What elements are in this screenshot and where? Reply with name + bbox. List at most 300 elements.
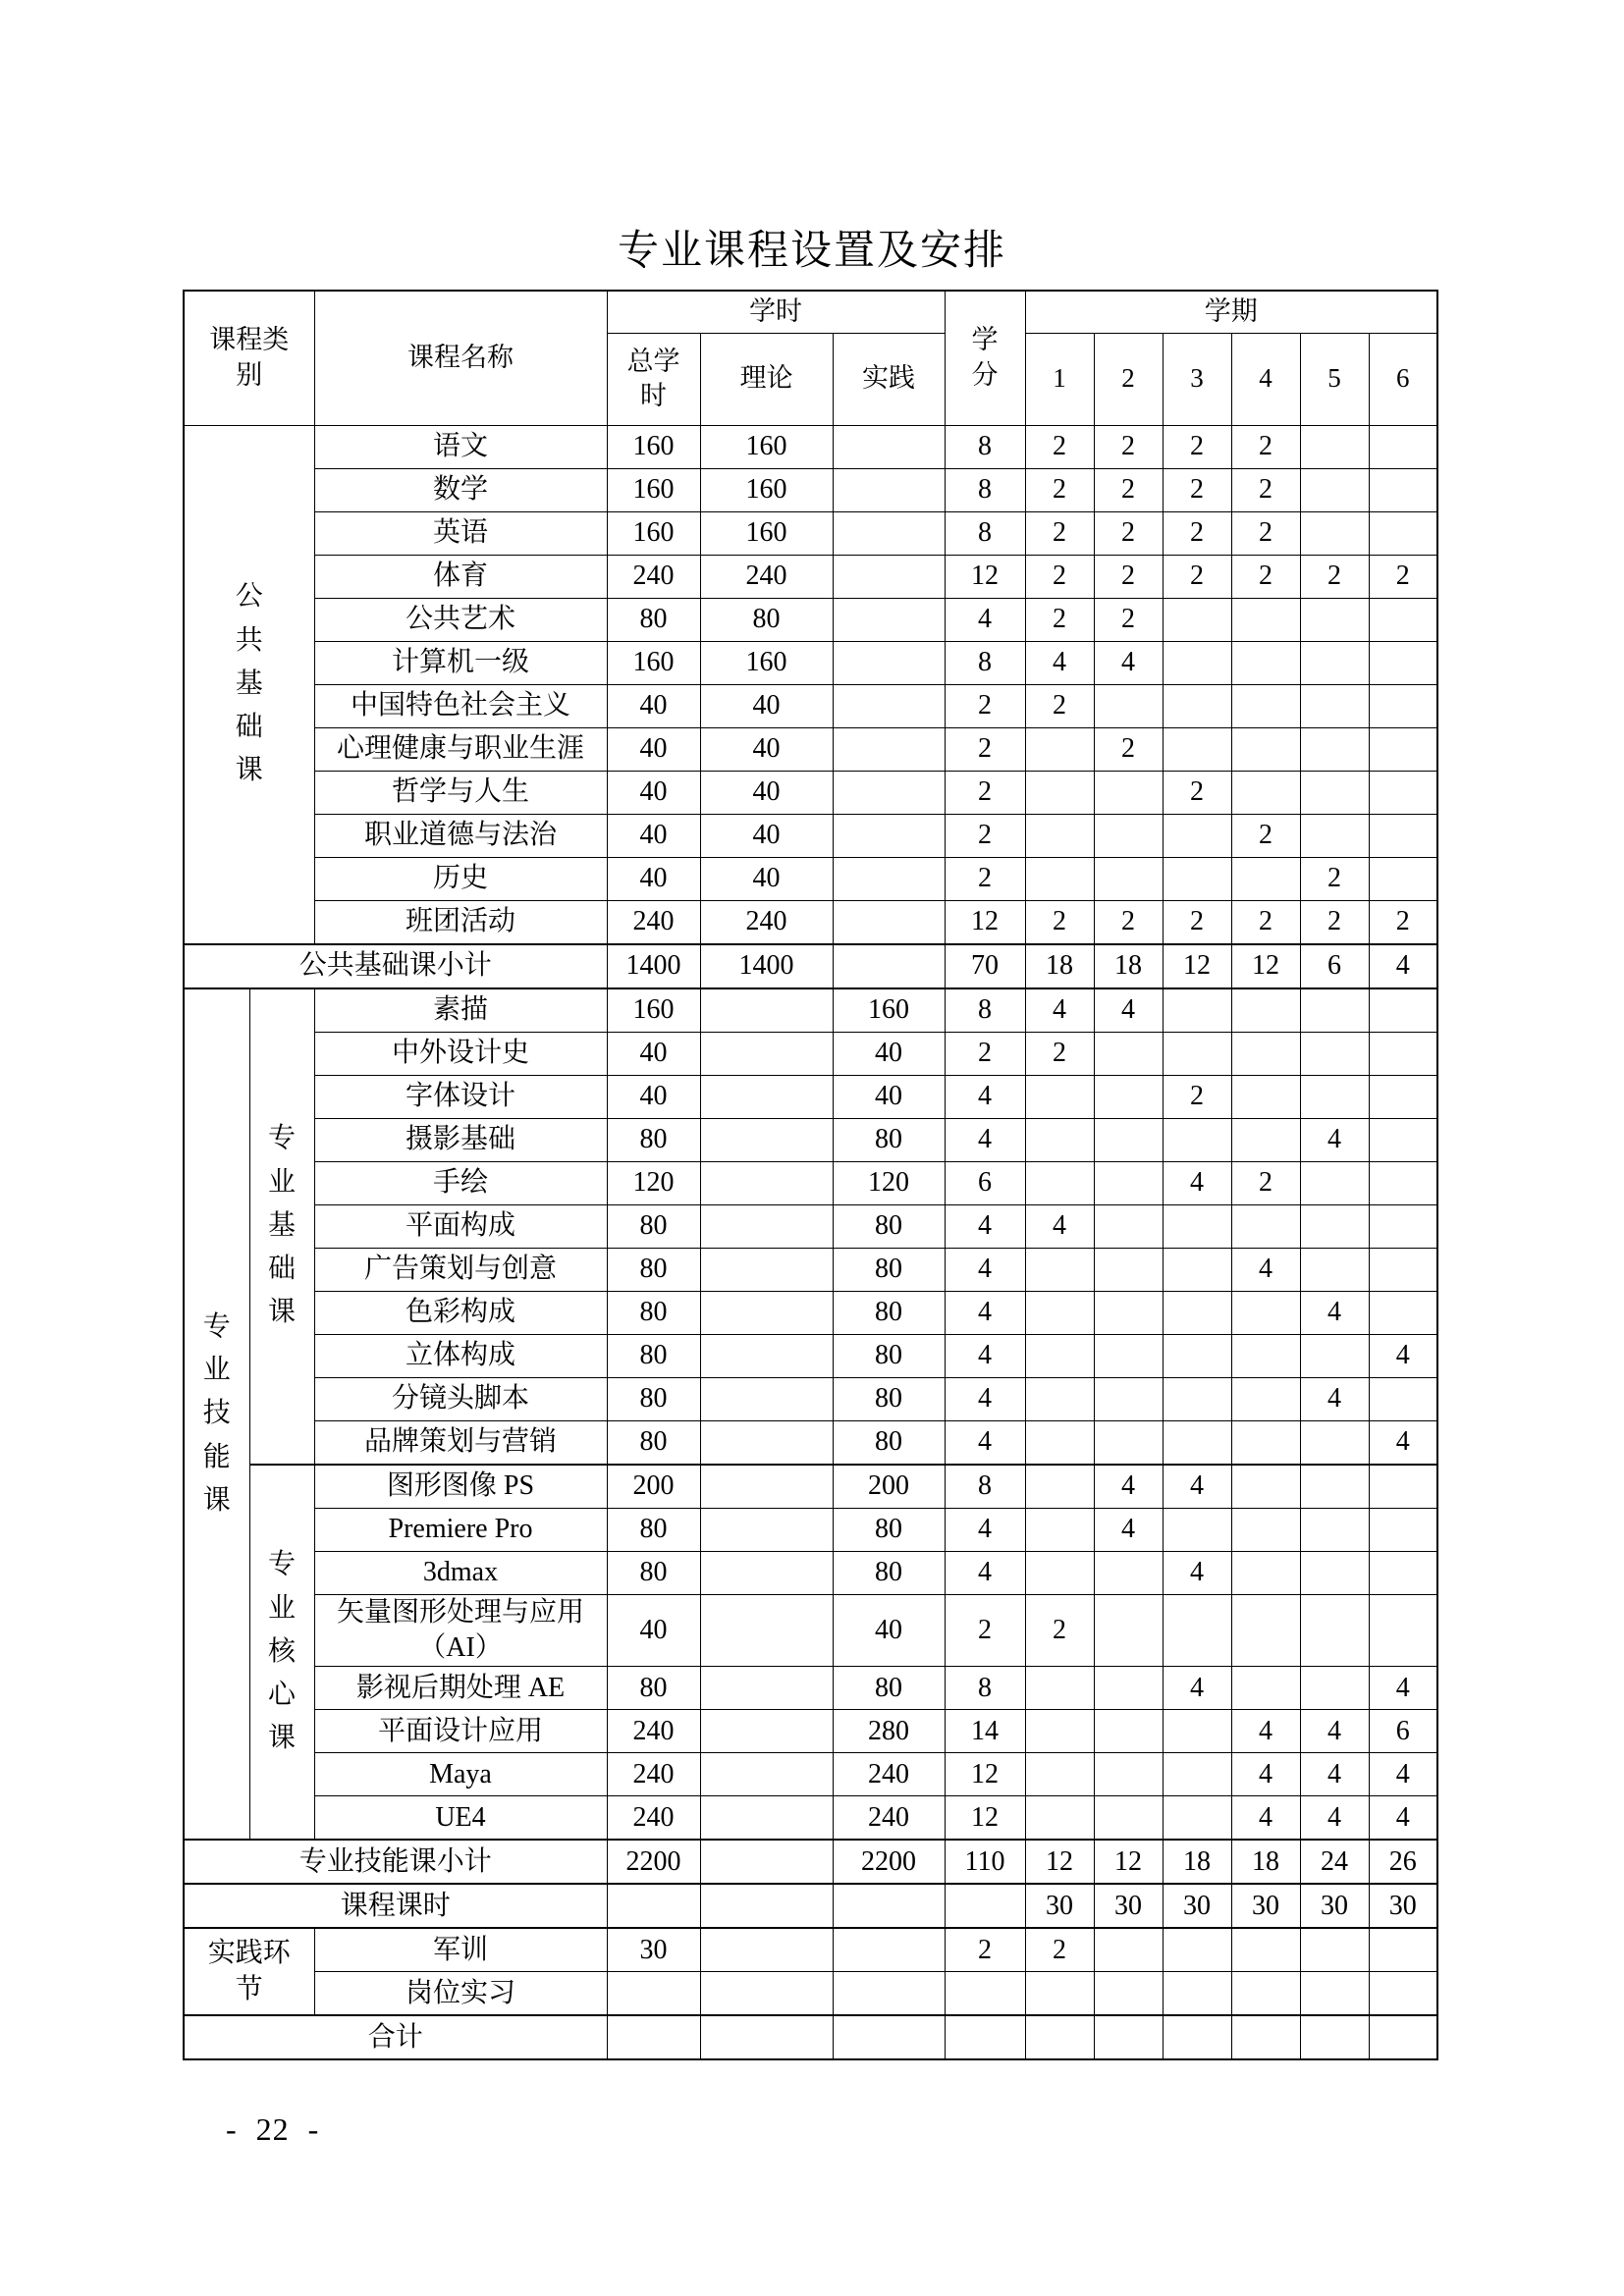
credits-cell: 8 <box>945 1465 1025 1509</box>
theory-hours-cell: 40 <box>700 727 833 771</box>
practice-hours-cell: 80 <box>833 1248 945 1291</box>
semester-value-cell <box>1163 814 1231 857</box>
credits-cell: 4 <box>945 1377 1025 1420</box>
practice-hours-cell: 80 <box>833 1118 945 1161</box>
course-name-cell: 3dmax <box>314 1551 607 1594</box>
table-row <box>184 1884 1437 1928</box>
practice-hours-cell: 40 <box>833 1075 945 1118</box>
semester-value-cell: 2 <box>1025 511 1094 555</box>
credits-cell: 6 <box>945 1161 1025 1204</box>
semester-value-cell <box>1369 1594 1437 1667</box>
course-name-cell: 品牌策划与营销 <box>314 1420 607 1465</box>
course-name-cell: 字体设计 <box>314 1075 607 1118</box>
credits-cell: 14 <box>945 1710 1025 1753</box>
credits-cell: 4 <box>945 1204 1025 1248</box>
semester-value-cell: 12 <box>1094 1840 1163 1884</box>
semester-value-cell <box>1163 1377 1231 1420</box>
semester-value-cell <box>1025 1377 1094 1420</box>
semester-value-cell <box>1369 598 1437 641</box>
table-row <box>184 1508 1437 1551</box>
credits-cell: 4 <box>945 598 1025 641</box>
semester-value-cell <box>1231 1928 1300 1972</box>
theory-hours-cell <box>700 1204 833 1248</box>
semester-value-cell: 4 <box>1369 944 1437 988</box>
semester-value-cell: 4 <box>1163 1465 1231 1509</box>
semester-value-cell <box>1369 1465 1437 1509</box>
table-row <box>184 727 1437 771</box>
table-row <box>184 1118 1437 1161</box>
total-hours-cell: 240 <box>607 1753 700 1796</box>
semester-value-cell <box>1300 1420 1369 1465</box>
semester-value-cell: 18 <box>1094 944 1163 988</box>
table-row <box>184 684 1437 727</box>
curriculum-table <box>183 290 1438 2061</box>
page-number: - 22 - <box>226 2111 320 2148</box>
semester-value-cell: 4 <box>1369 1796 1437 1841</box>
semester-value-cell <box>1025 2015 1094 2059</box>
total-hours-cell: 200 <box>607 1465 700 1509</box>
semester-value-cell <box>1163 1972 1231 2016</box>
theory-hours-cell <box>700 1334 833 1377</box>
theory-hours-cell <box>700 1075 833 1118</box>
semester-value-cell <box>1231 988 1300 1033</box>
table-row <box>184 1972 1437 2016</box>
semester-value-cell: 2 <box>1025 1032 1094 1075</box>
practice-hours-cell: 80 <box>833 1204 945 1248</box>
semester-value-cell: 2 <box>1094 555 1163 598</box>
semester-value-cell <box>1094 1118 1163 1161</box>
semester-value-cell <box>1163 1420 1231 1465</box>
semester-value-cell <box>1094 684 1163 727</box>
semester-value-cell: 2 <box>1025 468 1094 511</box>
course-name-cell: 哲学与人生 <box>314 771 607 814</box>
total-cell <box>607 1884 700 1928</box>
semester-value-cell: 18 <box>1163 1840 1231 1884</box>
practice-hours-cell: 120 <box>833 1161 945 1204</box>
credits-cell: 12 <box>945 1753 1025 1796</box>
semester-value-cell: 2 <box>1094 511 1163 555</box>
semester-value-cell <box>1231 1075 1300 1118</box>
semester-value-cell: 2 <box>1231 1161 1300 1204</box>
practice-hours-cell: 40 <box>833 1594 945 1667</box>
semester-value-cell <box>1025 1334 1094 1377</box>
practice-hours-cell: 280 <box>833 1710 945 1753</box>
total-hours-cell: 40 <box>607 684 700 727</box>
semester-value-cell <box>1300 425 1369 468</box>
practice-hours-cell: 240 <box>833 1753 945 1796</box>
semester-value-cell <box>1163 684 1231 727</box>
semester-value-cell <box>1163 988 1231 1033</box>
semester-value-cell <box>1231 1551 1300 1594</box>
table-row <box>184 1551 1437 1594</box>
credits-cell: 70 <box>945 944 1025 988</box>
total-hours-cell: 80 <box>607 1204 700 1248</box>
table-row <box>184 1334 1437 1377</box>
total-hours-cell: 240 <box>607 555 700 598</box>
semester-value-cell <box>1094 1551 1163 1594</box>
semester-value-cell <box>1163 1753 1231 1796</box>
semester-value-cell <box>1094 1594 1163 1667</box>
semester-value-cell <box>1025 1075 1094 1118</box>
semester-value-cell: 30 <box>1369 1884 1437 1928</box>
header-hours-group: 学时 <box>607 291 945 334</box>
course-name-cell: 公共艺术 <box>314 598 607 641</box>
credits-cell: 2 <box>945 684 1025 727</box>
semester-value-cell <box>1163 727 1231 771</box>
semester-value-cell: 18 <box>1025 944 1094 988</box>
summary-label-cell: 专业技能课小计 <box>184 1840 607 1884</box>
course-name-cell: 色彩构成 <box>314 1291 607 1334</box>
semester-value-cell <box>1369 1118 1437 1161</box>
semester-value-cell: 2 <box>1231 511 1300 555</box>
semester-value-cell <box>1300 684 1369 727</box>
theory-hours-cell <box>700 1753 833 1796</box>
total-hours-cell: 80 <box>607 1551 700 1594</box>
semester-value-cell <box>1300 814 1369 857</box>
table-row <box>184 771 1437 814</box>
semester-value-cell <box>1025 1753 1094 1796</box>
semester-value-cell <box>1300 1465 1369 1509</box>
semester-value-cell <box>1369 1032 1437 1075</box>
table-row <box>184 1796 1437 1841</box>
semester-value-cell: 2 <box>1231 468 1300 511</box>
semester-value-cell: 4 <box>1369 1667 1437 1710</box>
category-cell: 实践环 节 <box>184 1928 314 2015</box>
semester-value-cell <box>1369 1377 1437 1420</box>
semester-value-cell <box>1231 1204 1300 1248</box>
semester-value-cell <box>1025 1508 1094 1551</box>
semester-value-cell <box>1300 1594 1369 1667</box>
semester-value-cell <box>1094 1928 1163 1972</box>
semester-value-cell: 6 <box>1369 1710 1437 1753</box>
semester-value-cell: 4 <box>1163 1551 1231 1594</box>
semester-value-cell <box>1025 771 1094 814</box>
table-row <box>184 944 1437 988</box>
semester-value-cell <box>1094 1204 1163 1248</box>
course-name-cell: 平面设计应用 <box>314 1710 607 1753</box>
semester-value-cell: 2 <box>1369 555 1437 598</box>
total-hours-cell: 160 <box>607 468 700 511</box>
semester-value-cell <box>1369 1204 1437 1248</box>
practice-cell <box>833 1884 945 1928</box>
practice-cell <box>833 2015 945 2059</box>
course-name-cell: 立体构成 <box>314 1334 607 1377</box>
theory-hours-cell <box>700 1508 833 1551</box>
total-hours-cell: 40 <box>607 814 700 857</box>
total-hours-cell: 120 <box>607 1161 700 1204</box>
total-hours-cell: 40 <box>607 1594 700 1667</box>
semester-value-cell <box>1025 1796 1094 1841</box>
table-row <box>184 1161 1437 1204</box>
practice-hours-cell <box>833 814 945 857</box>
semester-value-cell: 4 <box>1163 1161 1231 1204</box>
table-row <box>184 1377 1437 1420</box>
semester-value-cell: 4 <box>1094 988 1163 1033</box>
semester-value-cell <box>1025 857 1094 900</box>
semester-value-cell: 2 <box>1025 900 1094 944</box>
credits-cell: 4 <box>945 1551 1025 1594</box>
total-hours-cell: 40 <box>607 771 700 814</box>
semester-value-cell: 6 <box>1300 944 1369 988</box>
semester-value-cell <box>1369 1075 1437 1118</box>
semester-value-cell <box>1231 1465 1300 1509</box>
semester-value-cell <box>1025 1420 1094 1465</box>
semester-value-cell <box>1094 2015 1163 2059</box>
credits-cell: 12 <box>945 555 1025 598</box>
semester-value-cell <box>1231 1032 1300 1075</box>
table-row <box>184 900 1437 944</box>
semester-value-cell: 4 <box>1231 1248 1300 1291</box>
semester-value-cell <box>1369 1248 1437 1291</box>
table-row <box>184 1465 1437 1509</box>
credits-cell: 4 <box>945 1248 1025 1291</box>
total-hours-cell: 160 <box>607 988 700 1033</box>
semester-value-cell <box>1369 641 1437 684</box>
theory-hours-cell <box>700 1032 833 1075</box>
semester-value-cell <box>1094 1075 1163 1118</box>
header-theory: 理论 <box>700 333 833 425</box>
theory-hours-cell <box>700 1594 833 1667</box>
total-hours-cell: 30 <box>607 1928 700 1972</box>
semester-value-cell <box>1231 1972 1300 2016</box>
semester-value-cell <box>1300 988 1369 1033</box>
semester-value-cell: 4 <box>1094 1508 1163 1551</box>
practice-hours-cell <box>833 1928 945 1972</box>
table-row <box>184 598 1437 641</box>
semester-value-cell: 2 <box>1300 555 1369 598</box>
semester-value-cell: 4 <box>1300 1118 1369 1161</box>
theory-hours-cell <box>700 1928 833 1972</box>
practice-hours-cell: 80 <box>833 1334 945 1377</box>
semester-value-cell <box>1094 1248 1163 1291</box>
semester-value-cell: 2 <box>1094 598 1163 641</box>
total-hours-cell: 80 <box>607 1291 700 1334</box>
course-name-cell: 图形图像 PS <box>314 1465 607 1509</box>
credits-cell: 4 <box>945 1508 1025 1551</box>
table-row <box>184 1420 1437 1465</box>
category-cell: 公 共 基 础 课 <box>184 425 314 944</box>
course-name-cell: UE4 <box>314 1796 607 1841</box>
semester-value-cell: 4 <box>1300 1796 1369 1841</box>
credits-cell: 8 <box>945 511 1025 555</box>
table-row <box>184 2015 1437 2059</box>
semester-value-cell: 2 <box>1231 555 1300 598</box>
practice-hours-cell <box>833 468 945 511</box>
practice-hours-cell: 200 <box>833 1465 945 1509</box>
semester-value-cell <box>1369 1928 1437 1972</box>
semester-value-cell <box>1300 1667 1369 1710</box>
theory-hours-cell <box>700 1710 833 1753</box>
semester-value-cell: 4 <box>1300 1377 1369 1420</box>
header-sem-4: 4 <box>1231 333 1300 425</box>
theory-hours-cell: 40 <box>700 771 833 814</box>
theory-hours-cell: 160 <box>700 641 833 684</box>
semester-value-cell <box>1369 1508 1437 1551</box>
semester-value-cell <box>1163 2015 1231 2059</box>
theory-hours-cell <box>700 1465 833 1509</box>
total-hours-cell: 80 <box>607 1248 700 1291</box>
course-name-cell: 分镜头脚本 <box>314 1377 607 1420</box>
table-row <box>184 1840 1437 1884</box>
semester-value-cell: 4 <box>1163 1667 1231 1710</box>
semester-value-cell <box>1094 1161 1163 1204</box>
credits-cell: 8 <box>945 1667 1025 1710</box>
semester-value-cell: 2 <box>1025 684 1094 727</box>
semester-value-cell: 2 <box>1369 900 1437 944</box>
semester-value-cell <box>1163 1334 1231 1377</box>
semester-value-cell <box>1163 1796 1231 1841</box>
semester-value-cell <box>1163 598 1231 641</box>
summary-label-cell: 合计 <box>184 2015 607 2059</box>
practice-hours-cell <box>833 857 945 900</box>
semester-value-cell <box>1163 641 1231 684</box>
course-name-cell: 班团活动 <box>314 900 607 944</box>
semester-value-cell <box>1025 1710 1094 1753</box>
theory-hours-cell <box>700 1972 833 2016</box>
semester-value-cell: 30 <box>1300 1884 1369 1928</box>
credits-cell: 4 <box>945 1420 1025 1465</box>
semester-value-cell: 2 <box>1025 1928 1094 1972</box>
semester-value-cell: 2 <box>1025 598 1094 641</box>
theory-hours-cell <box>700 1377 833 1420</box>
total-hours-cell: 80 <box>607 1420 700 1465</box>
semester-value-cell <box>1094 1972 1163 2016</box>
theory-hours-cell <box>700 1796 833 1841</box>
practice-hours-cell <box>833 684 945 727</box>
semester-value-cell <box>1300 468 1369 511</box>
practice-hours-cell: 80 <box>833 1420 945 1465</box>
course-name-cell: 职业道德与法治 <box>314 814 607 857</box>
credits-cell <box>945 1884 1025 1928</box>
course-name-cell: 数学 <box>314 468 607 511</box>
practice-hours-cell <box>833 900 945 944</box>
theory-hours-cell <box>700 1667 833 1710</box>
semester-value-cell: 4 <box>1369 1334 1437 1377</box>
semester-value-cell: 4 <box>1094 641 1163 684</box>
theory-hours-cell <box>700 1420 833 1465</box>
semester-value-cell: 2 <box>1094 727 1163 771</box>
semester-value-cell <box>1094 814 1163 857</box>
semester-value-cell: 30 <box>1163 1884 1231 1928</box>
total-hours-cell <box>607 1972 700 2016</box>
theory-cell <box>700 2015 833 2059</box>
semester-value-cell <box>1369 771 1437 814</box>
curriculum-table-body <box>184 425 1437 2059</box>
course-name-cell: 体育 <box>314 555 607 598</box>
semester-value-cell: 30 <box>1094 1884 1163 1928</box>
semester-value-cell <box>1231 727 1300 771</box>
semester-value-cell: 4 <box>1231 1753 1300 1796</box>
total-hours-cell: 80 <box>607 1508 700 1551</box>
semester-value-cell <box>1094 1667 1163 1710</box>
semester-value-cell <box>1369 1161 1437 1204</box>
theory-hours-cell: 40 <box>700 684 833 727</box>
practice-hours-cell <box>833 598 945 641</box>
credits-cell: 2 <box>945 814 1025 857</box>
semester-value-cell: 2 <box>1231 900 1300 944</box>
total-cell: 2200 <box>607 1840 700 1884</box>
page-title: 专业课程设置及安排 <box>617 229 1006 274</box>
course-name-cell: 英语 <box>314 511 607 555</box>
theory-hours-cell: 240 <box>700 555 833 598</box>
header-semester-group: 学期 <box>1025 291 1437 334</box>
semester-value-cell <box>1231 684 1300 727</box>
table-row <box>184 1248 1437 1291</box>
table-row <box>184 857 1437 900</box>
table-row <box>184 641 1437 684</box>
semester-value-cell <box>1163 1508 1231 1551</box>
table-row <box>184 1667 1437 1710</box>
course-name-cell: 计算机一级 <box>314 641 607 684</box>
semester-value-cell: 4 <box>1231 1796 1300 1841</box>
header-practice: 实践 <box>833 333 945 425</box>
credits-cell: 2 <box>945 771 1025 814</box>
practice-hours-cell <box>833 1972 945 2016</box>
theory-hours-cell: 40 <box>700 857 833 900</box>
total-hours-cell: 240 <box>607 1796 700 1841</box>
semester-value-cell <box>1300 1551 1369 1594</box>
total-hours-cell: 160 <box>607 641 700 684</box>
table-row <box>184 555 1437 598</box>
semester-value-cell <box>1094 1377 1163 1420</box>
semester-value-cell: 4 <box>1300 1710 1369 1753</box>
semester-value-cell <box>1369 1551 1437 1594</box>
semester-value-cell: 2 <box>1163 511 1231 555</box>
summary-label-cell: 公共基础课小计 <box>184 944 607 988</box>
semester-value-cell <box>1300 598 1369 641</box>
credits-cell: 2 <box>945 1032 1025 1075</box>
theory-hours-cell <box>700 1551 833 1594</box>
subcategory-cell: 专 业 基 础 课 <box>249 988 314 1465</box>
total-hours-cell: 80 <box>607 598 700 641</box>
practice-hours-cell: 80 <box>833 1551 945 1594</box>
table-row <box>184 814 1437 857</box>
semester-value-cell <box>1094 771 1163 814</box>
semester-value-cell <box>1369 857 1437 900</box>
total-hours-cell: 240 <box>607 1710 700 1753</box>
total-hours-cell: 80 <box>607 1667 700 1710</box>
total-cell <box>607 2015 700 2059</box>
semester-value-cell: 2 <box>1025 425 1094 468</box>
semester-value-cell <box>1163 1204 1231 1248</box>
semester-value-cell: 24 <box>1300 1840 1369 1884</box>
semester-value-cell <box>1369 425 1437 468</box>
practice-hours-cell <box>833 555 945 598</box>
semester-value-cell: 2 <box>1025 1594 1094 1667</box>
course-name-cell: 语文 <box>314 425 607 468</box>
semester-value-cell: 12 <box>1231 944 1300 988</box>
semester-value-cell <box>1300 1075 1369 1118</box>
semester-value-cell <box>1025 1551 1094 1594</box>
credits-cell: 8 <box>945 641 1025 684</box>
header-sem-5: 5 <box>1300 333 1369 425</box>
header-sem-2: 2 <box>1094 333 1163 425</box>
course-name-cell: 素描 <box>314 988 607 1033</box>
header-sem-6: 6 <box>1369 333 1437 425</box>
semester-value-cell: 2 <box>1231 814 1300 857</box>
total-hours-cell: 80 <box>607 1118 700 1161</box>
theory-hours-cell <box>700 1118 833 1161</box>
theory-hours-cell: 40 <box>700 814 833 857</box>
semester-value-cell: 2 <box>1094 468 1163 511</box>
semester-value-cell: 4 <box>1025 1204 1094 1248</box>
credits-cell <box>945 1972 1025 2016</box>
practice-hours-cell <box>833 727 945 771</box>
theory-hours-cell <box>700 1248 833 1291</box>
credits-cell: 12 <box>945 900 1025 944</box>
header-sem-1: 1 <box>1025 333 1094 425</box>
total-hours-cell: 160 <box>607 511 700 555</box>
